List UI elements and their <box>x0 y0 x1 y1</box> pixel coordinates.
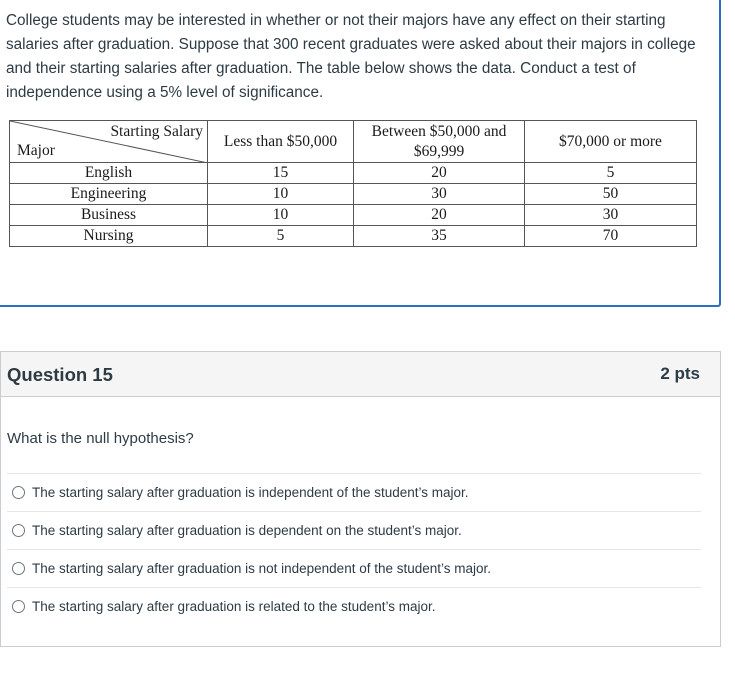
column-header: $70,000 or more <box>525 121 697 163</box>
table-cell: 20 <box>354 163 525 184</box>
answer-label[interactable]: The starting salary after graduation is independent of the student’s major. <box>32 485 469 500</box>
answer-label[interactable]: The starting salary after graduation is not independent of the student’s major. <box>32 561 492 576</box>
answer-list <box>7 473 701 625</box>
column-header <box>354 121 525 163</box>
table-cell: 10 <box>208 205 354 226</box>
major-cell: Engineering <box>10 184 208 205</box>
table-cell: 30 <box>525 205 697 226</box>
question-points: 2 pts <box>660 364 700 383</box>
answer-label[interactable]: The starting salary after graduation is related to the student’s major. <box>32 599 436 614</box>
radio-button[interactable] <box>12 486 25 499</box>
radio-button[interactable] <box>12 524 25 537</box>
table-cell: 35 <box>354 226 525 247</box>
table-cell: 10 <box>208 184 354 205</box>
radio-button[interactable] <box>12 600 25 613</box>
answer-option[interactable] <box>7 473 701 511</box>
previous-question-card <box>0 0 721 307</box>
question-intro-text: College students may be interested in whether or not their majors have any effect on their starting salaries after graduation. Suppose that 300 recent graduates were asked about their majors in college and their starting salaries after graduation. The table below shows the data. Conduct a test of independence using a 5% level of significance. <box>6 12 696 101</box>
radio-button[interactable] <box>12 562 25 575</box>
answer-option[interactable] <box>7 587 701 625</box>
table-cell: 30 <box>354 184 525 205</box>
column-header-text: Between $50,000 and $69,999 <box>371 122 507 160</box>
answer-label[interactable]: The starting salary after graduation is dependent on the student’s major. <box>32 523 462 538</box>
table-cell: 5 <box>525 163 697 184</box>
table-row <box>10 205 697 226</box>
question-body <box>0 396 721 647</box>
question-prompt: What is the null hypothesis? <box>7 430 194 447</box>
answer-option[interactable] <box>7 511 701 549</box>
major-cell: Business <box>10 205 208 226</box>
table-cell: 20 <box>354 205 525 226</box>
column-variable-label: Starting Salary <box>110 123 203 140</box>
major-cell: English <box>10 163 208 184</box>
column-header: Less than $50,000 <box>208 121 354 163</box>
table-cell: 5 <box>208 226 354 247</box>
table-corner-cell <box>10 121 208 163</box>
row-variable-label: Major <box>17 142 55 159</box>
table-row <box>10 163 697 184</box>
answer-option[interactable] <box>7 549 701 587</box>
table-row <box>10 184 697 205</box>
table-cell: 15 <box>208 163 354 184</box>
major-cell: Nursing <box>10 226 208 247</box>
contingency-table <box>9 120 697 247</box>
table-cell: 70 <box>525 226 697 247</box>
table-row <box>10 226 697 247</box>
question-title: Question 15 <box>7 364 113 385</box>
table-cell: 50 <box>525 184 697 205</box>
question-header <box>0 351 721 397</box>
